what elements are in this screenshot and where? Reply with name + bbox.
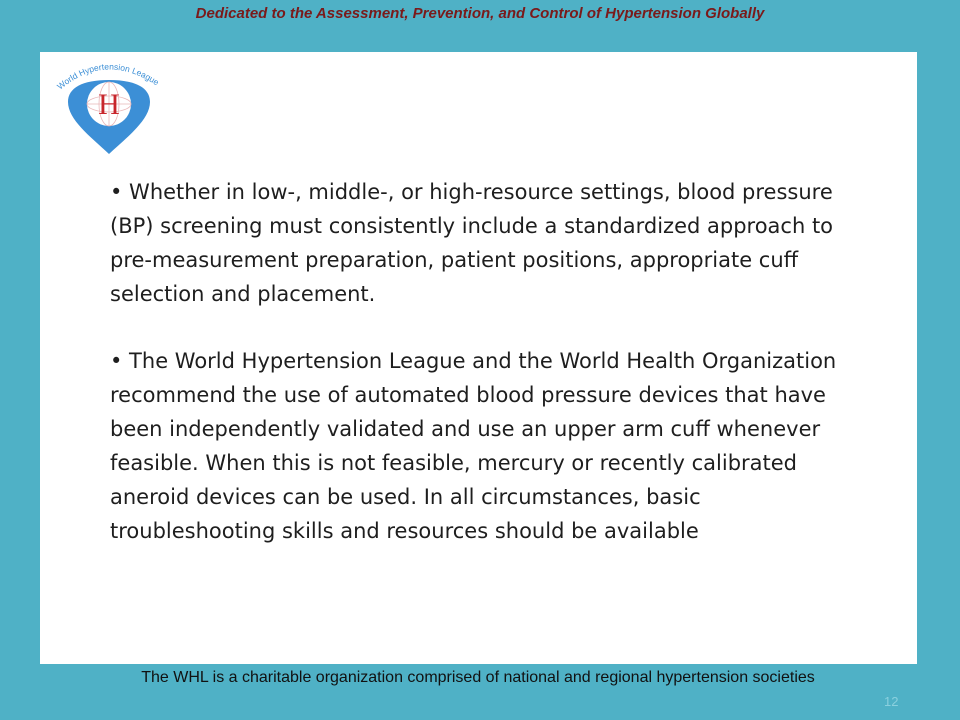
logo-letter: H (98, 88, 120, 121)
slide-footer: The WHL is a charitable organization comprised of national and regional hypertension societies (141, 669, 815, 686)
logo-arc-text: World Hypertension League (55, 61, 162, 92)
bullet-item-screening: • Whether in low-, middle-, or high-resource settings, blood pressure (BP) screening must consistently include a standardized approach to pre-measurement preparation, patient positions, appropriate cuff selection and placement. (110, 180, 834, 306)
bullet-item-recommendation: • The World Hypertension League and the World Health Organization recommend the use of automated blood pressure devices that have been independently validated and use an upper arm cuff whenever feasible. When this is not feasible, mercury or recently calibrated aneroid devices can be used. In all circumstances, basic troubleshooting skills and resources should be available (110, 349, 837, 543)
world-hypertension-league-logo-icon (52, 58, 167, 158)
logo-graphic (52, 58, 167, 158)
page-number: 12 (884, 694, 899, 709)
slide-header: Dedicated to the Assessment, Prevention, and Control of Hypertension Globally (195, 5, 765, 22)
bullet-list (110, 175, 850, 548)
